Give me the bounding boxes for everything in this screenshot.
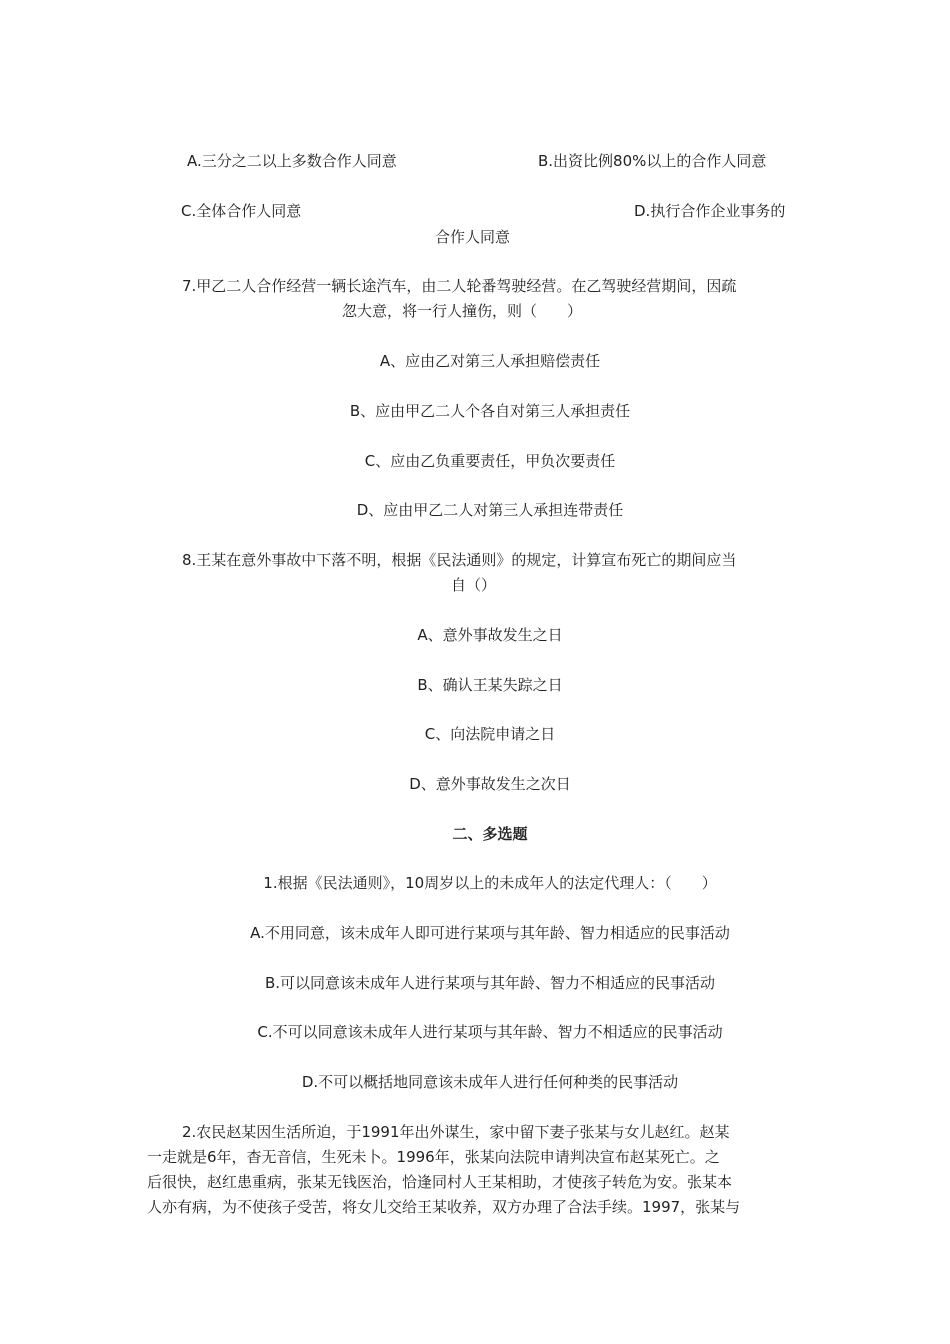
q8-stem-continued: 自（） [451,576,497,594]
prev-option-d: D.执行合作企业事务的 [634,202,786,220]
q7-option-d: D、应由甲乙二人对第三人承担连带责任 [356,501,624,519]
m2-paragraph-line: 人亦有病，为不使孩子受苦，将女儿交给王某收养，双方办理了合法手续。1997，张某与 [147,1198,741,1216]
q7-option-c: C、应由乙负重要责任，甲负次要责任 [364,452,616,470]
q8-stem: 8.王某在意外事故中下落不明，根据《民法通则》的规定，计算宣布死亡的期间应当 [182,551,737,569]
m2-paragraph-line: 一走就是6年，杳无音信，生死未卜。1996年，张某向法院申请判决宣布赵某死亡。之 [147,1148,720,1166]
section-heading-multiple-choice: 二、多选题 [452,825,528,843]
q8-option-b: B、确认王某失踪之日 [417,676,563,694]
m1-option-a: A.不用同意，该未成年人即可进行某项与其年龄、智力相适应的民事活动 [250,924,730,942]
prev-option-a: A.三分之二以上多数合作人同意 [187,152,397,170]
m2-paragraph-line: 2.农民赵某因生活所迫，于1991年出外谋生，家中留下妻子张某与女儿赵红。赵某 [182,1123,730,1141]
q7-option-b: B、应由甲乙二人个各自对第三人承担责任 [349,402,631,420]
q8-option-d: D、意外事故发生之次日 [409,775,571,793]
q8-option-c: C、向法院申请之日 [424,725,556,743]
m1-option-c: C.不可以同意该未成年人进行某项与其年龄、智力不相适应的民事活动 [257,1023,723,1041]
prev-option-c: C.全体合作人同意 [181,202,302,220]
m2-paragraph-line: 后很快，赵红患重病，张某无钱医治，恰逢同村人王某相助，才使孩子转危为安。张某本 [147,1173,733,1191]
prev-option-d-continued: 合作人同意 [435,228,511,246]
q7-option-a: A、应由乙对第三人承担赔偿责任 [379,352,601,370]
m1-option-b: B.可以同意该未成年人进行某项与其年龄、智力不相适应的民事活动 [264,974,716,992]
m1-stem: 1.根据《民法通则》，10周岁以上的未成年人的法定代理人：（ ） [263,874,717,892]
q7-stem-continued: 忽大意，将一行人撞伤，则（ ） [342,302,583,320]
q7-stem: 7.甲乙二人合作经营一辆长途汽车，由二人轮番驾驶经营。在乙驾驶经营期间，因疏 [182,277,737,295]
q8-option-a: A、意外事故发生之日 [417,626,563,644]
prev-option-b: B.出资比例80%以上的合作人同意 [538,152,767,170]
m1-option-d: D.不可以概括地同意该未成年人进行任何种类的民事活动 [301,1073,679,1091]
